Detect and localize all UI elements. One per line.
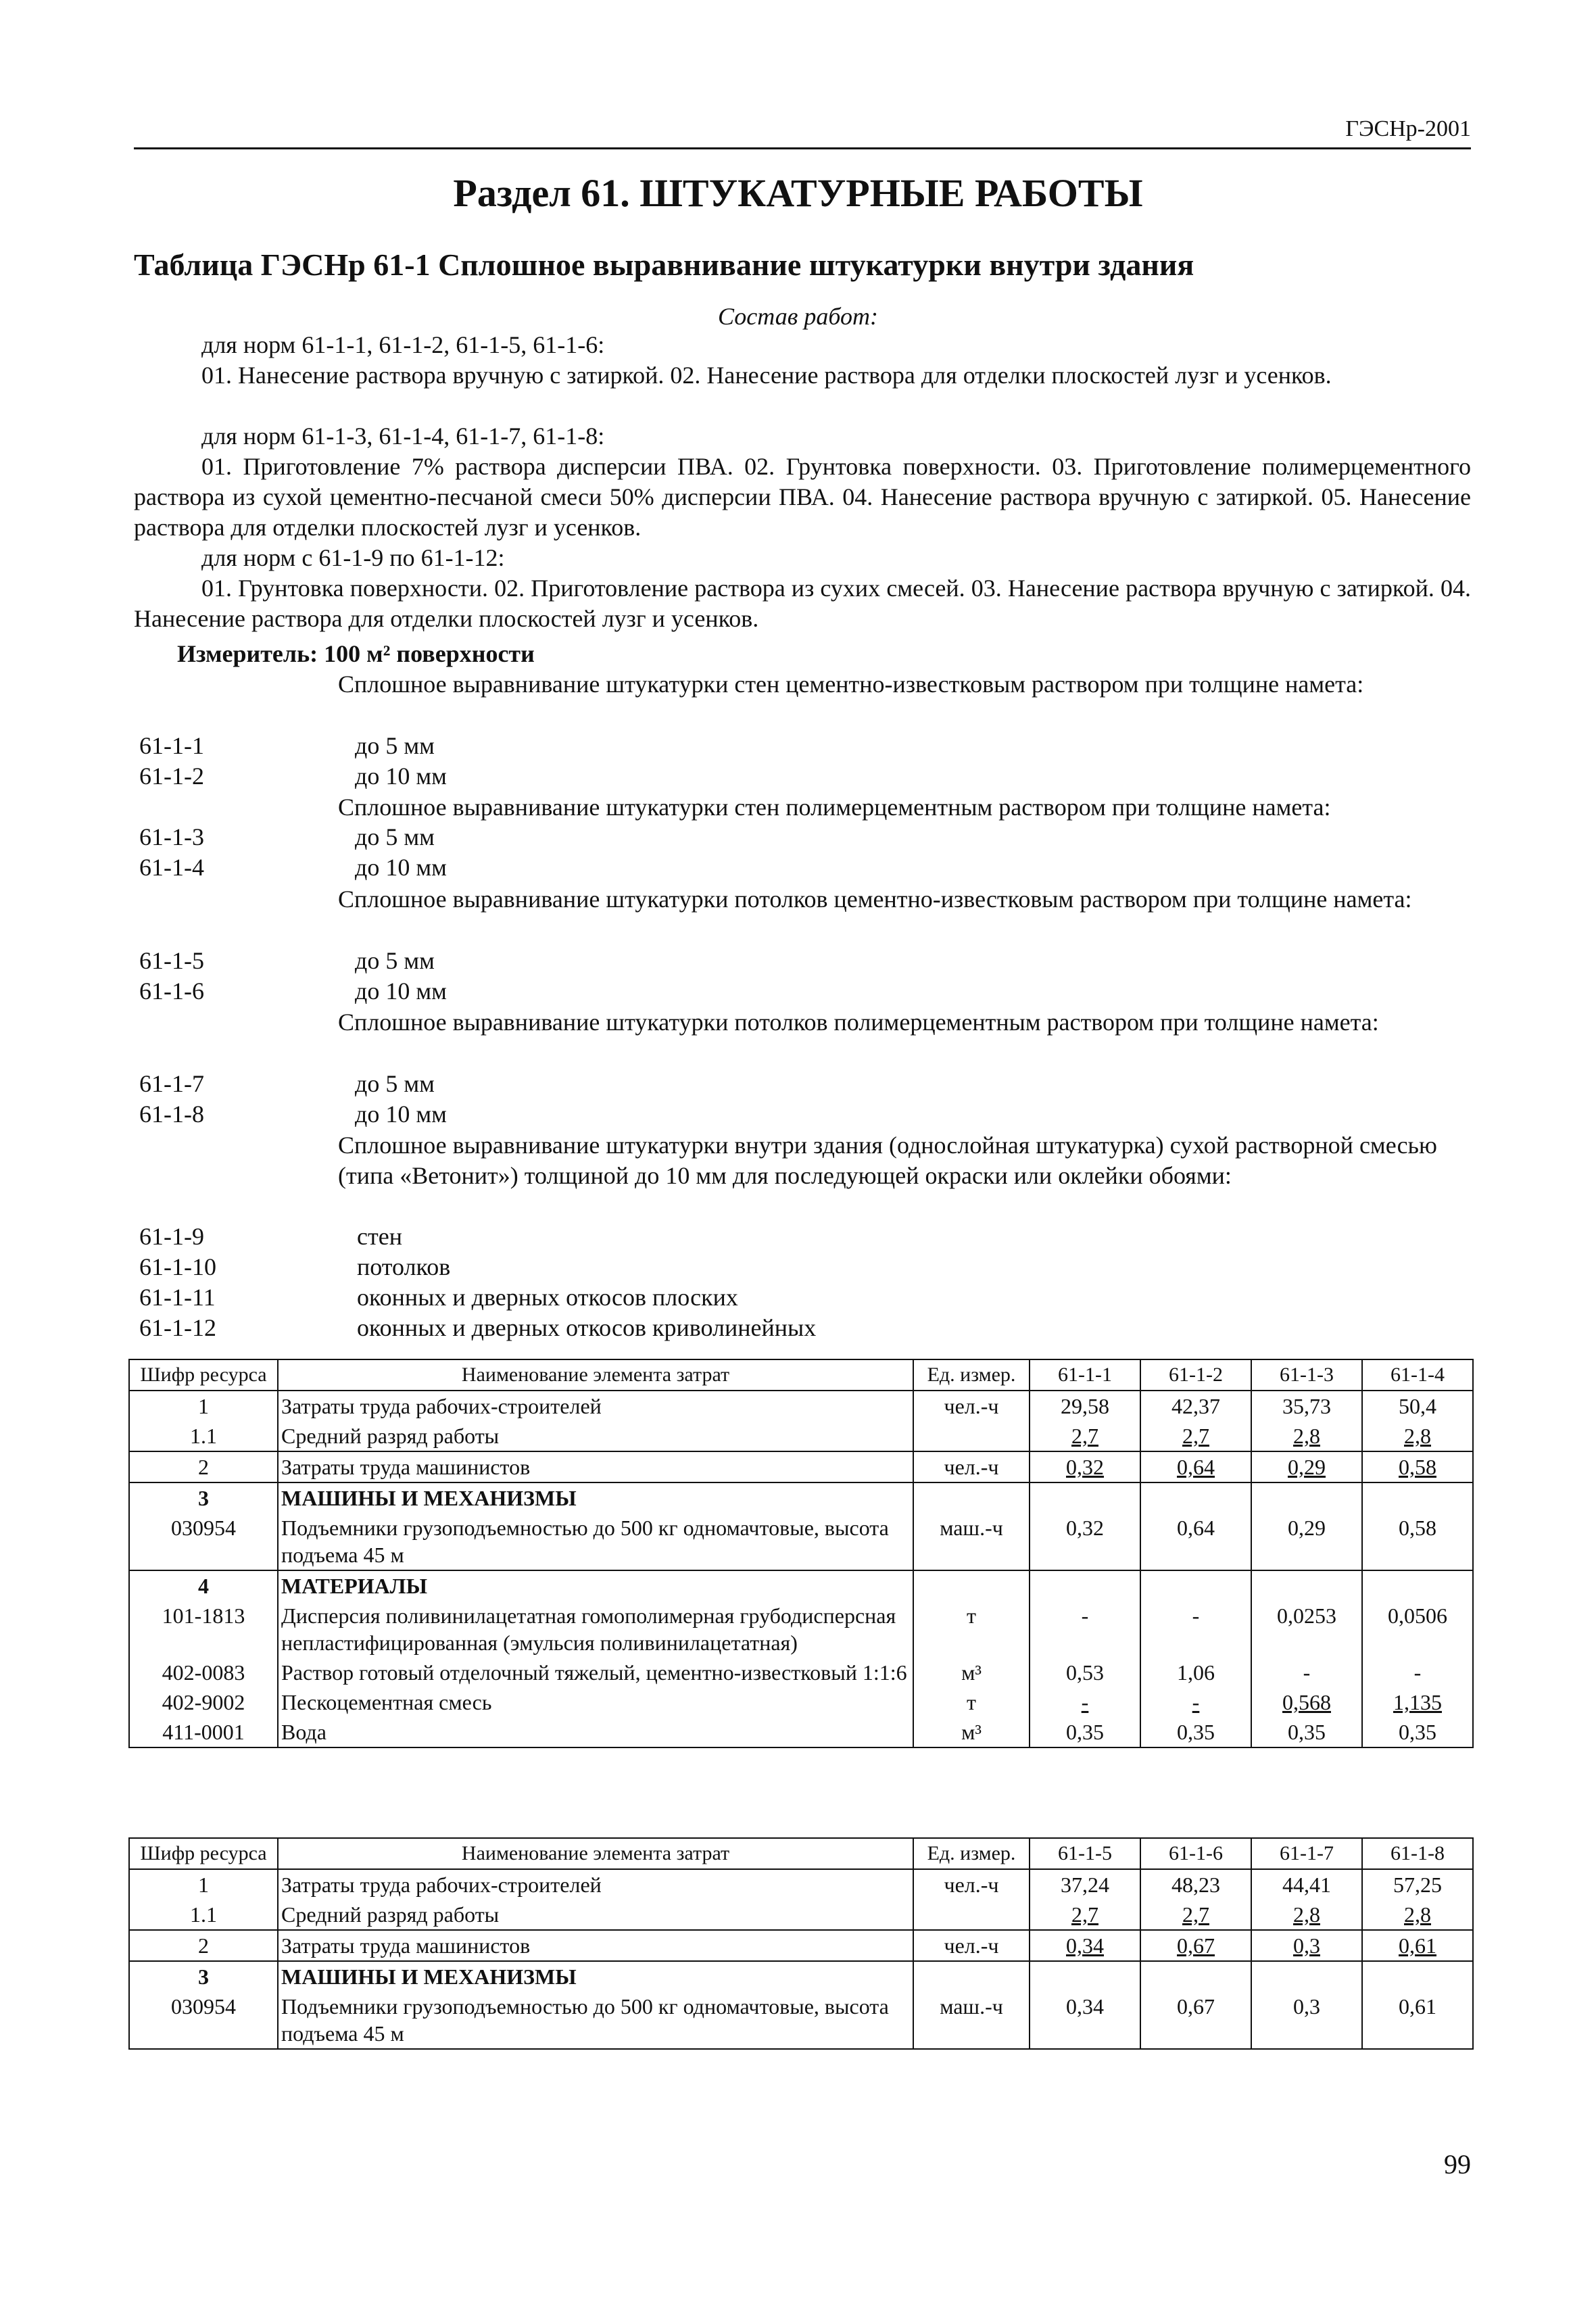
col-header-norm: 61-1-4 bbox=[1362, 1359, 1473, 1391]
resource-value: 57,25 bbox=[1362, 1869, 1473, 1900]
resource-value bbox=[1140, 1961, 1251, 1992]
table-row bbox=[129, 1421, 1473, 1451]
resource-name: Затраты труда рабочих-строителей bbox=[278, 1869, 913, 1900]
composition-para: 01. Грунтовка поверхности. 02. Приготовление раствора из сухих смесей. 03. Нанесение раствора вручную с затиркой. 04. Нанесение раствора для отделки плоскостей лузг и усенков. bbox=[134, 575, 1471, 632]
resource-code: 1.1 bbox=[129, 1900, 278, 1930]
composition-para: для норм 61-1-1, 61-1-2, 61-1-5, 61-1-6: bbox=[201, 331, 605, 358]
resource-value: 2,7 bbox=[1030, 1421, 1140, 1451]
resource-unit: чел.-ч bbox=[913, 1869, 1030, 1900]
resource-table bbox=[128, 1837, 1474, 2050]
table-header-row bbox=[129, 1838, 1473, 1869]
table-row bbox=[129, 1687, 1473, 1717]
measure-unit: Измеритель: 100 м² поверхности bbox=[177, 640, 535, 667]
table-row bbox=[129, 1482, 1473, 1513]
norm-text: до 10 мм bbox=[355, 854, 447, 881]
resource-name: МАШИНЫ И МЕХАНИЗМЫ bbox=[278, 1482, 913, 1513]
norm-group-title: Сплошное выравнивание штукатурки внутри здания (однослойная штукатурка) сухой растворной смесью (типа «Ветонит») толщиной до 10 мм для последующей окраски или оклейки обоями: bbox=[338, 1132, 1437, 1189]
resource-value: 0,29 bbox=[1251, 1513, 1362, 1570]
resource-unit: чел.-ч bbox=[913, 1930, 1030, 1961]
norm-group-title: Сплошное выравнивание штукатурки потолков цементно-известковым раствором при толщине намета: bbox=[338, 886, 1412, 913]
resource-code: 1.1 bbox=[129, 1421, 278, 1451]
resource-value: 1,06 bbox=[1140, 1658, 1251, 1687]
composition-para: для норм 61-1-3, 61-1-4, 61-1-7, 61-1-8: bbox=[201, 423, 605, 450]
page-number: 99 bbox=[1444, 2149, 1471, 2179]
resource-value: 37,24 bbox=[1030, 1869, 1140, 1900]
resource-value bbox=[1251, 1570, 1362, 1601]
resource-name: Средний разряд работы bbox=[278, 1421, 913, 1451]
resource-value: 0,34 bbox=[1030, 1930, 1140, 1961]
norm-code: 61-1-5 bbox=[139, 947, 204, 974]
table-row bbox=[129, 1658, 1473, 1687]
col-header-norm: 61-1-5 bbox=[1030, 1838, 1140, 1869]
resource-code: 4 bbox=[129, 1570, 278, 1601]
document-code: ГЭСНр-2001 bbox=[1345, 116, 1471, 141]
resource-value: - bbox=[1140, 1687, 1251, 1717]
resource-value: 29,58 bbox=[1030, 1391, 1140, 1421]
norm-code: 61-1-11 bbox=[139, 1284, 216, 1311]
resource-unit: маш.-ч bbox=[913, 1513, 1030, 1570]
norm-text: до 5 мм bbox=[355, 947, 435, 974]
resource-value bbox=[1030, 1961, 1140, 1992]
resource-value bbox=[1140, 1482, 1251, 1513]
resource-unit: т bbox=[913, 1601, 1030, 1658]
resource-value: 2,8 bbox=[1362, 1421, 1473, 1451]
norm-text: потолков bbox=[357, 1253, 451, 1280]
resource-code: 030954 bbox=[129, 1992, 278, 2049]
table-row bbox=[129, 1869, 1473, 1900]
resource-unit bbox=[913, 1421, 1030, 1451]
composition-para: 01. Приготовление 7% раствора дисперсии ПВА. 02. Грунтовка поверхности. 03. Приготовление полимерцементного раствора из сухой цементно-песчаной смеси 50% дисперсии ПВА. 04. Нанесение раствора вручную с затиркой. 05. Нанесение раствора для отделки плоскостей лузг и усенков. bbox=[134, 453, 1471, 541]
table-header-row bbox=[129, 1359, 1473, 1391]
resource-code: 402-9002 bbox=[129, 1687, 278, 1717]
resource-value bbox=[1362, 1570, 1473, 1601]
resource-code: 2 bbox=[129, 1451, 278, 1482]
norm-code: 61-1-2 bbox=[139, 763, 204, 790]
resource-value: 35,73 bbox=[1251, 1391, 1362, 1421]
resource-unit: чел.-ч bbox=[913, 1391, 1030, 1421]
resource-name: Дисперсия поливинилацетатная гомополимерная грубодисперсная непластифицированная (эмульсия поливинилацетатная) bbox=[278, 1601, 913, 1658]
resource-name: Подъемники грузоподъемностью до 500 кг одномачтовые, высота подъема 45 м bbox=[278, 1513, 913, 1570]
table-title: Таблица ГЭСНр 61-1 Сплошное выравнивание штукатурки внутри здания bbox=[134, 247, 1194, 282]
resource-name: Пескоцементная смесь bbox=[278, 1687, 913, 1717]
resource-value bbox=[1030, 1482, 1140, 1513]
resource-name: Раствор готовый отделочный тяжелый, цементно-известковый 1:1:6 bbox=[278, 1658, 913, 1687]
norm-text: до 10 мм bbox=[355, 1101, 447, 1128]
resource-value: 2,8 bbox=[1251, 1421, 1362, 1451]
resource-value: 2,8 bbox=[1362, 1900, 1473, 1930]
norm-code: 61-1-1 bbox=[139, 732, 204, 759]
resource-name: Затраты труда машинистов bbox=[278, 1451, 913, 1482]
norm-code: 61-1-9 bbox=[139, 1223, 204, 1250]
resource-unit bbox=[913, 1961, 1030, 1992]
resource-name: МАТЕРИАЛЫ bbox=[278, 1570, 913, 1601]
norm-group-title: Сплошное выравнивание штукатурки стен полимерцементным раствором при толщине намета: bbox=[338, 794, 1331, 821]
resource-value: 0,61 bbox=[1362, 1992, 1473, 2049]
norm-text: до 5 мм bbox=[355, 823, 435, 850]
norm-code: 61-1-3 bbox=[139, 823, 204, 850]
resource-value: 0,61 bbox=[1362, 1930, 1473, 1961]
resource-value: 2,7 bbox=[1030, 1900, 1140, 1930]
col-header-norm: 61-1-6 bbox=[1140, 1838, 1251, 1869]
resource-name: Затраты труда рабочих-строителей bbox=[278, 1391, 913, 1421]
norm-text: до 10 мм bbox=[355, 978, 447, 1005]
norm-group-title: Сплошное выравнивание штукатурки стен цементно-известковым раствором при толщине намета: bbox=[338, 671, 1364, 698]
resource-value: - bbox=[1030, 1687, 1140, 1717]
resource-value: 42,37 bbox=[1140, 1391, 1251, 1421]
resource-code: 3 bbox=[129, 1482, 278, 1513]
col-header-norm: 61-1-2 bbox=[1140, 1359, 1251, 1391]
table-row bbox=[129, 1930, 1473, 1961]
table-row bbox=[129, 1570, 1473, 1601]
resource-value: 1,135 bbox=[1362, 1687, 1473, 1717]
table-row bbox=[129, 1391, 1473, 1421]
header-rule bbox=[134, 147, 1471, 149]
table-row bbox=[129, 1601, 1473, 1658]
resource-value: 0,58 bbox=[1362, 1513, 1473, 1570]
norm-text: до 5 мм bbox=[355, 732, 435, 759]
resource-value: 0,568 bbox=[1251, 1687, 1362, 1717]
table-row bbox=[129, 1717, 1473, 1747]
col-header-name: Наименование элемента затрат bbox=[278, 1838, 913, 1869]
resource-unit: м³ bbox=[913, 1658, 1030, 1687]
resource-code: 101-1813 bbox=[129, 1601, 278, 1658]
resource-value: 0,32 bbox=[1030, 1513, 1140, 1570]
norm-code: 61-1-6 bbox=[139, 978, 204, 1005]
resource-value: 0,67 bbox=[1140, 1992, 1251, 2049]
resource-value bbox=[1030, 1570, 1140, 1601]
col-header-norm: 61-1-3 bbox=[1251, 1359, 1362, 1391]
resource-value: 44,41 bbox=[1251, 1869, 1362, 1900]
resource-value: 0,0506 bbox=[1362, 1601, 1473, 1658]
resource-value: 0,35 bbox=[1251, 1717, 1362, 1747]
resource-value bbox=[1140, 1570, 1251, 1601]
table-row bbox=[129, 1451, 1473, 1482]
resource-unit: маш.-ч bbox=[913, 1992, 1030, 2049]
col-header-norm: 61-1-1 bbox=[1030, 1359, 1140, 1391]
resource-value: 0,35 bbox=[1030, 1717, 1140, 1747]
resource-name: Затраты труда машинистов bbox=[278, 1930, 913, 1961]
resource-code: 1 bbox=[129, 1869, 278, 1900]
resource-value: 0,3 bbox=[1251, 1930, 1362, 1961]
resource-unit: м³ bbox=[913, 1717, 1030, 1747]
resource-name: Подъемники грузоподъемностью до 500 кг одномачтовые, высота подъема 45 м bbox=[278, 1992, 913, 2049]
resource-table bbox=[128, 1359, 1474, 1748]
resource-code: 030954 bbox=[129, 1513, 278, 1570]
resource-value: - bbox=[1362, 1658, 1473, 1687]
norm-group-title: Сплошное выравнивание штукатурки потолков полимерцементным раствором при толщине намета: bbox=[338, 1009, 1379, 1036]
col-header-norm: 61-1-7 bbox=[1251, 1838, 1362, 1869]
col-header-code: Шифр ресурса bbox=[129, 1838, 278, 1869]
composition-heading: Состав работ: bbox=[718, 303, 878, 330]
composition-para: 01. Нанесение раствора вручную с затиркой. 02. Нанесение раствора для отделки плоскостей лузг и усенков. bbox=[201, 362, 1332, 389]
resource-value: 0,35 bbox=[1140, 1717, 1251, 1747]
table-row bbox=[129, 1961, 1473, 1992]
resource-value: 2,7 bbox=[1140, 1421, 1251, 1451]
norm-text: оконных и дверных откосов криволинейных bbox=[357, 1314, 817, 1341]
norm-text: оконных и дверных откосов плоских bbox=[357, 1284, 738, 1311]
norm-code: 61-1-10 bbox=[139, 1253, 216, 1280]
table-row bbox=[129, 1992, 1473, 2049]
resource-code: 3 bbox=[129, 1961, 278, 1992]
col-header-code: Шифр ресурса bbox=[129, 1359, 278, 1391]
resource-unit bbox=[913, 1570, 1030, 1601]
resource-value: 48,23 bbox=[1140, 1869, 1251, 1900]
col-header-unit: Ед. измер. bbox=[913, 1359, 1030, 1391]
resource-code: 402-0083 bbox=[129, 1658, 278, 1687]
resource-name: МАШИНЫ И МЕХАНИЗМЫ bbox=[278, 1961, 913, 1992]
resource-value: 0,3 bbox=[1251, 1992, 1362, 2049]
resource-value: 0,53 bbox=[1030, 1658, 1140, 1687]
table-row bbox=[129, 1900, 1473, 1930]
section-title: Раздел 61. ШТУКАТУРНЫЕ РАБОТЫ bbox=[453, 171, 1143, 215]
resource-value: 0,29 bbox=[1251, 1451, 1362, 1482]
norm-text: до 10 мм bbox=[355, 763, 447, 790]
resource-value bbox=[1362, 1482, 1473, 1513]
norm-code: 61-1-4 bbox=[139, 854, 204, 881]
resource-value: - bbox=[1140, 1601, 1251, 1658]
composition-para: для норм с 61-1-9 по 61-1-12: bbox=[201, 544, 505, 571]
resource-code: 1 bbox=[129, 1391, 278, 1421]
table-row bbox=[129, 1513, 1473, 1570]
resource-value: - bbox=[1251, 1658, 1362, 1687]
resource-value: 0,0253 bbox=[1251, 1601, 1362, 1658]
col-header-name: Наименование элемента затрат bbox=[278, 1359, 913, 1391]
resource-name: Вода bbox=[278, 1717, 913, 1747]
norm-code: 61-1-12 bbox=[139, 1314, 216, 1341]
resource-value: 2,7 bbox=[1140, 1900, 1251, 1930]
resource-value: 0,58 bbox=[1362, 1451, 1473, 1482]
resource-value bbox=[1362, 1961, 1473, 1992]
norm-code: 61-1-7 bbox=[139, 1070, 204, 1097]
norm-text: до 5 мм bbox=[355, 1070, 435, 1097]
resource-unit: чел.-ч bbox=[913, 1451, 1030, 1482]
resource-code: 2 bbox=[129, 1930, 278, 1961]
resource-value: 0,35 bbox=[1362, 1717, 1473, 1747]
resource-value: 0,32 bbox=[1030, 1451, 1140, 1482]
resource-value: 0,67 bbox=[1140, 1930, 1251, 1961]
col-header-unit: Ед. измер. bbox=[913, 1838, 1030, 1869]
norm-text: стен bbox=[357, 1223, 402, 1250]
resource-code: 411-0001 bbox=[129, 1717, 278, 1747]
resource-value: 0,64 bbox=[1140, 1451, 1251, 1482]
col-header-norm: 61-1-8 bbox=[1362, 1838, 1473, 1869]
resource-value: - bbox=[1030, 1601, 1140, 1658]
resource-value: 0,64 bbox=[1140, 1513, 1251, 1570]
resource-name: Средний разряд работы bbox=[278, 1900, 913, 1930]
resource-value: 0,34 bbox=[1030, 1992, 1140, 2049]
resource-value: 50,4 bbox=[1362, 1391, 1473, 1421]
resource-unit bbox=[913, 1900, 1030, 1930]
resource-value bbox=[1251, 1482, 1362, 1513]
norm-code: 61-1-8 bbox=[139, 1101, 204, 1128]
resource-unit bbox=[913, 1482, 1030, 1513]
resource-value bbox=[1251, 1961, 1362, 1992]
resource-unit: т bbox=[913, 1687, 1030, 1717]
resource-value: 2,8 bbox=[1251, 1900, 1362, 1930]
